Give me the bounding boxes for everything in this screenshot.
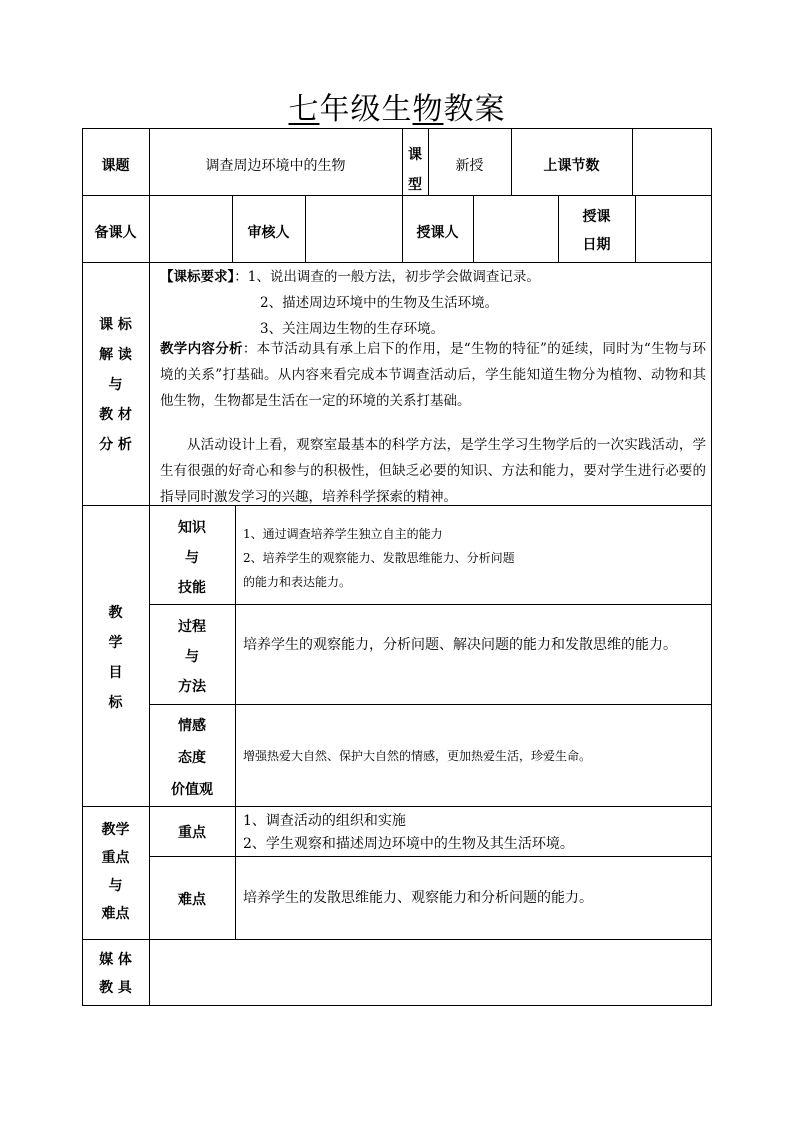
page-title: 七年级生物教案 bbox=[288, 92, 506, 127]
emotion-values-goal: 增强热爱大自然、保护大自然的情感，更加热爱生活，珍爱生命。 bbox=[243, 749, 592, 763]
media-tools-label: 媒 体 教 具 bbox=[99, 952, 132, 996]
topic-label: 课题 bbox=[101, 158, 130, 174]
type-value: 新授 bbox=[455, 158, 484, 174]
col-divider bbox=[235, 505, 236, 939]
key-point-2: 2、学生观察和描述周边环境中的生物及其生活环境。 bbox=[243, 836, 574, 852]
preparer-label: 备课人 bbox=[94, 225, 137, 241]
teacher-label: 授课人 bbox=[416, 225, 459, 241]
process-method-label: 过程 与 方法 bbox=[178, 619, 206, 695]
analysis-side-label: 课 标 解 读 与 教 材 分 析 bbox=[99, 317, 132, 453]
row-divider bbox=[82, 262, 712, 263]
activity-design-analysis: 从活动设计上看，观察室最基本的科学方法，是学生学习生物学后的一次实践活动，学生有很强的好奇心和参与的积极性，但缺乏必要的知识、方法和能力，要对学生进行必要的指导同时激发学习的兴趣，培养科学探索的精神。 bbox=[160, 437, 706, 505]
requirement-3: 3、关注周边生物的生存环境。 bbox=[260, 321, 445, 337]
content-analysis: 教学内容分析：本节活动具有承上启下的作用，是“生物的特征”的延续，同时为“生物与环境的关系”打基础。从内容来看完成本节调查活动后，学生能知道生物分为植物、动物和其他生物，生物都是生活在一定的环境的关系打基础。 bbox=[160, 341, 706, 409]
row-divider bbox=[149, 856, 712, 857]
row-divider bbox=[149, 604, 712, 605]
process-method-goal: 培养学生的观察能力，分析问题、解决问题的能力和发散思维的能力。 bbox=[243, 637, 677, 653]
col-divider bbox=[632, 128, 633, 195]
goals-side-label: 教 学 目 标 bbox=[108, 605, 123, 711]
row-divider bbox=[82, 806, 712, 807]
row-divider bbox=[82, 195, 712, 196]
requirement-2: 2、描述周边环境中的生物及生活环境。 bbox=[260, 295, 499, 311]
knowledge-goal-1: 1、通过调查培养学生独立自主的能力 bbox=[243, 527, 443, 541]
topic-value: 调查周边环境中的生物 bbox=[205, 158, 346, 174]
col-divider bbox=[473, 195, 474, 262]
col-divider bbox=[635, 195, 636, 262]
row-divider bbox=[82, 939, 712, 940]
key-points-label: 重点 bbox=[178, 825, 206, 841]
reviewer-label: 审核人 bbox=[247, 225, 290, 241]
title-underlined-part: 物 bbox=[412, 92, 444, 127]
emotion-values-label: 情感 态度 价值观 bbox=[171, 718, 213, 798]
row-divider bbox=[149, 704, 712, 705]
col-divider bbox=[305, 195, 306, 262]
key-difficult-side-label: 教学 重点 与 难点 bbox=[101, 822, 130, 922]
difficult-point: 培养学生的发散思维能力、观察能力和分析问题的能力。 bbox=[243, 890, 593, 906]
key-point-1: 1、调查活动的组织和实施 bbox=[243, 813, 406, 829]
knowledge-skills-label: 知识 与 技能 bbox=[178, 520, 206, 596]
knowledge-goal-2: 2、培养学生的观察能力、发散思维能力、分析问题 bbox=[243, 551, 515, 565]
curriculum-requirements: 【课标要求】：1、说出调查的一般方法，初步学会做调查记录。 bbox=[160, 269, 540, 285]
title-underlined-part: 七 bbox=[288, 92, 320, 127]
periods-label: 上课节数 bbox=[543, 158, 600, 174]
difficult-points-label: 难点 bbox=[178, 892, 206, 908]
knowledge-goal-3: 的能力和表达能力。 bbox=[243, 575, 352, 589]
type-label: 课 型 bbox=[408, 147, 422, 193]
date-label: 授课 日期 bbox=[582, 209, 611, 253]
